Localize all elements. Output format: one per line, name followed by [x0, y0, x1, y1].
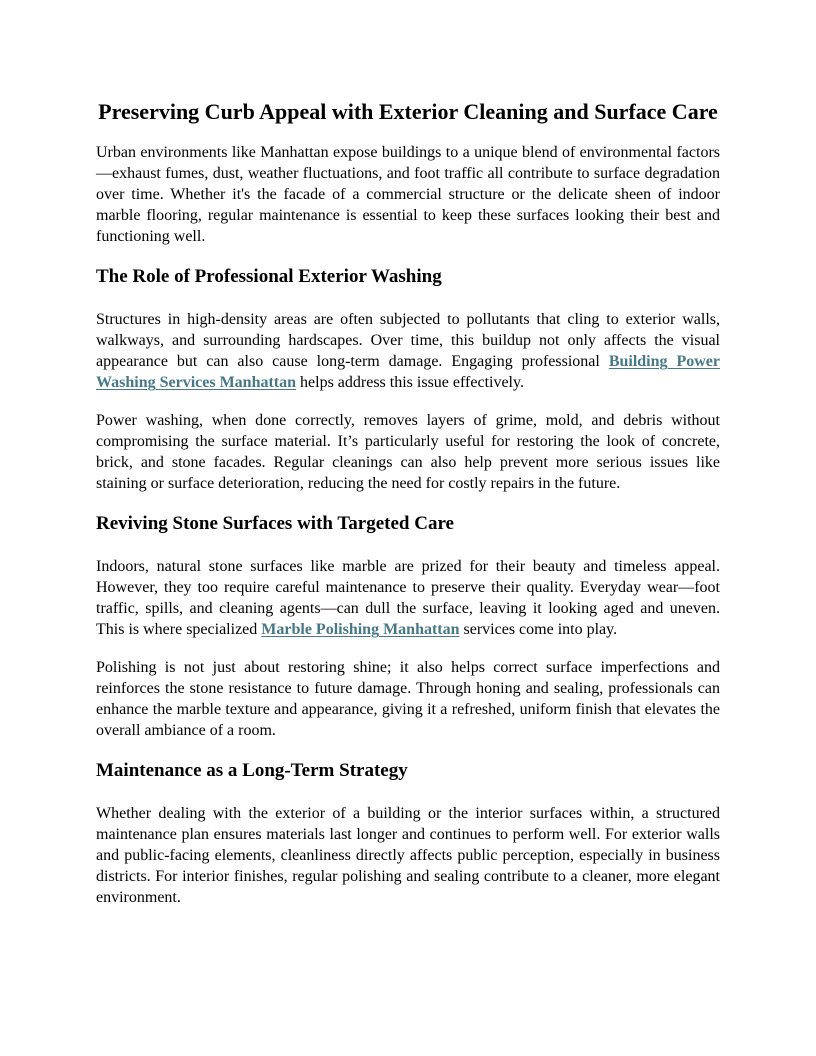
link-building-power-washing-services-manhattan[interactable]: Building Power Washing Services Manhattan: [96, 353, 720, 391]
link-marble-polishing-manhattan[interactable]: Marble Polishing Manhattan: [261, 621, 460, 638]
section-heading-stone-surfaces: Reviving Stone Surfaces with Targeted Care: [96, 513, 454, 534]
paragraph-maintenance-strategy-1: Whether dealing with the exterior of a building or the interior surfaces within, a structured maintenance plan ensures materials last longer and continues to perform well. For exterior walls and public-facing elements, cleanliness directly affects public perception, especially in business districts. For interior finishes, regular polishing and sealing contribute to a cleaner, more elegant environment.: [96, 805, 720, 906]
paragraph-text: services come into play.: [459, 621, 618, 638]
paragraph-text: Structures in high-density areas are often subjected to pollutants that cling to exterior walls, walkways, and surrounding hardscapes. Over time, this buildup not only affects the visual appearance but can also cause long-term damage. Engaging professional: [96, 311, 720, 370]
paragraph-stone-surfaces-2: Polishing is not just about restoring shine; it also helps correct surface imperfections and reinforces the stone resistance to future damage. Through honing and sealing, professionals can enhance the marble texture and appearance, giving it a refreshed, uniform finish that elevates the overall ambiance of a room.: [96, 659, 720, 739]
paragraph-text: Indoors, natural stone surfaces like marble are prized for their beauty and timeless appeal. However, they too require careful maintenance to preserve their quality. Everyday wear—foot traffic, spills, and cleaning agents—can dull the surface, leaving it looking aged and uneven. This is where specialized: [96, 558, 720, 638]
paragraph-text: helps address this issue effectively.: [296, 374, 524, 391]
section-heading-maintenance-strategy: Maintenance as a Long-Term Strategy: [96, 760, 408, 781]
paragraph-exterior-washing-2: Power washing, when done correctly, removes layers of grime, mold, and debris without compromising the surface material. It’s particularly useful for restoring the look of concrete, brick, and stone facades. Regular cleanings can also help prevent more serious issues like staining or surface deterioration, reducing the need for costly repairs in the future.: [96, 412, 720, 492]
section-heading-exterior-washing: The Role of Professional Exterior Washing: [96, 266, 442, 287]
paragraph-intro: Urban environments like Manhattan expose buildings to a unique blend of environmental factors—exhaust fumes, dust, weather fluctuations, and foot traffic all contribute to surface degradation over time. Whether it's the facade of a commercial structure or the delicate sheen of indoor marble flooring, regular maintenance is essential to keep these surfaces looking their best and functioning well.: [96, 144, 720, 245]
paragraph-exterior-washing-1: [96, 309, 720, 393]
paragraph-stone-surfaces-1: [96, 556, 720, 640]
document-title: Preserving Curb Appeal with Exterior Cleaning and Surface Care: [98, 99, 718, 124]
